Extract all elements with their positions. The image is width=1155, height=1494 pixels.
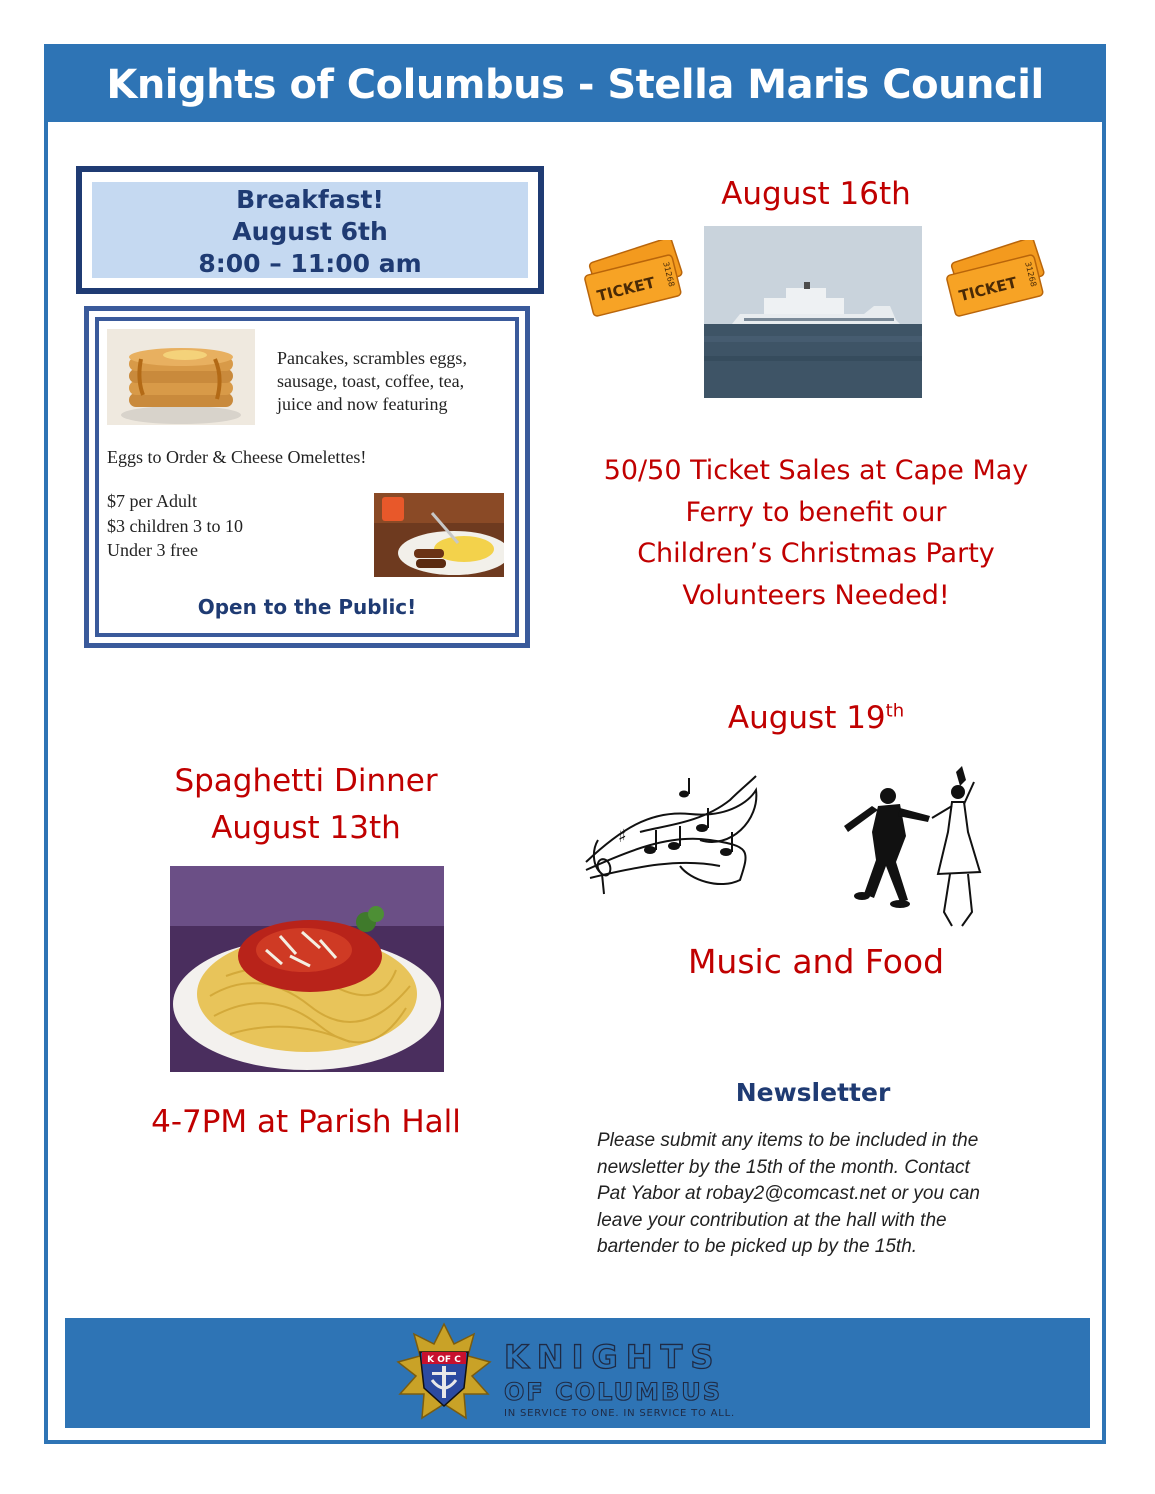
breakfast-menu xyxy=(277,347,517,416)
music-notes-icon xyxy=(580,770,762,900)
ticket-icon xyxy=(582,240,688,320)
kofc-tagline: IN SERVICE TO ONE. IN SERVICE TO ALL. xyxy=(504,1408,735,1419)
svg-text:31268: 31268 xyxy=(1023,260,1039,288)
ferry-line: Volunteers Needed! xyxy=(682,579,950,611)
svg-text:TICKET: TICKET xyxy=(595,273,657,306)
newsletter-body xyxy=(597,1128,1037,1261)
newsletter-title: Newsletter xyxy=(735,1078,891,1107)
svg-text:♯: ♯ xyxy=(618,826,627,847)
price-line: Under 3 free xyxy=(107,540,198,560)
price-line: $7 per Adult xyxy=(107,491,197,511)
eggs-feature: Eggs to Order & Cheese Omelettes! xyxy=(107,447,367,467)
breakfast-time: 8:00 – 11:00 am xyxy=(198,249,422,278)
newsletter-line: bartender to be picked up by the 15th. xyxy=(597,1236,918,1257)
spaghetti-date: August 13th xyxy=(211,810,401,846)
dance-caption: Music and Food xyxy=(687,942,945,981)
ferry-date: August 16th xyxy=(721,176,911,212)
ferry-line: Ferry to benefit our xyxy=(685,496,947,528)
breakfast-prices xyxy=(107,489,243,563)
price-line: $3 children 3 to 10 xyxy=(107,515,243,536)
page-title: Knights of Columbus - Stella Maris Council #3546 xyxy=(106,62,1044,182)
spaghetti-name: Spaghetti Dinner xyxy=(174,763,438,799)
dancers-icon xyxy=(834,762,984,934)
pancakes-image xyxy=(107,329,255,425)
spaghetti-title xyxy=(150,758,462,852)
newsletter-line: newsletter by the 15th of the month. Contact xyxy=(597,1156,970,1178)
ferry-line: Children’s Christmas Party xyxy=(637,538,995,569)
breakfast-banner xyxy=(76,166,544,294)
svg-text:K OF C: K OF C xyxy=(427,1355,461,1365)
kofc-emblem-icon xyxy=(392,1322,496,1424)
kofc-name-line1: KNIGHTS xyxy=(504,1338,722,1376)
breakfast-card-inner xyxy=(95,317,519,637)
menu-line: Pancakes, scrambles eggs, xyxy=(277,348,467,368)
ferry-description xyxy=(588,450,1044,616)
kofc-name-line2: OF COLUMBUS xyxy=(504,1378,723,1406)
svg-text:31268: 31268 xyxy=(661,260,677,288)
spaghetti-time: 4-7PM at Parish Hall xyxy=(151,1104,461,1140)
dance-date-main: August 19 xyxy=(727,700,886,736)
ticket-icon xyxy=(944,240,1050,320)
breakfast-heading: Breakfast! xyxy=(236,185,384,214)
svg-text:TICKET: TICKET xyxy=(957,273,1019,306)
ferry-photo xyxy=(704,226,922,398)
breakfast-banner-inner xyxy=(92,182,528,278)
newsletter-line: leave your contribution at the hall with the xyxy=(597,1209,947,1231)
dance-date-suffix: th xyxy=(885,700,905,722)
newsletter-line: Pat Yabor at robay2@comcast.net or you can xyxy=(597,1183,980,1204)
open-to-public: Open to the Public! xyxy=(197,595,417,619)
breakfast-date: August 6th xyxy=(232,217,388,246)
ferry-line: 50/50 Ticket Sales at Cape May xyxy=(603,455,1029,486)
dance-date xyxy=(700,700,932,736)
header-banner xyxy=(48,48,1102,182)
menu-line: sausage, toast, coffee, tea, xyxy=(277,371,465,391)
menu-line: juice and now featuring xyxy=(277,394,448,414)
breakfast-card xyxy=(84,306,530,648)
omelette-image xyxy=(374,493,504,577)
newsletter-line: Please submit any items to be included in the xyxy=(597,1130,979,1151)
spaghetti-photo xyxy=(170,866,444,1072)
